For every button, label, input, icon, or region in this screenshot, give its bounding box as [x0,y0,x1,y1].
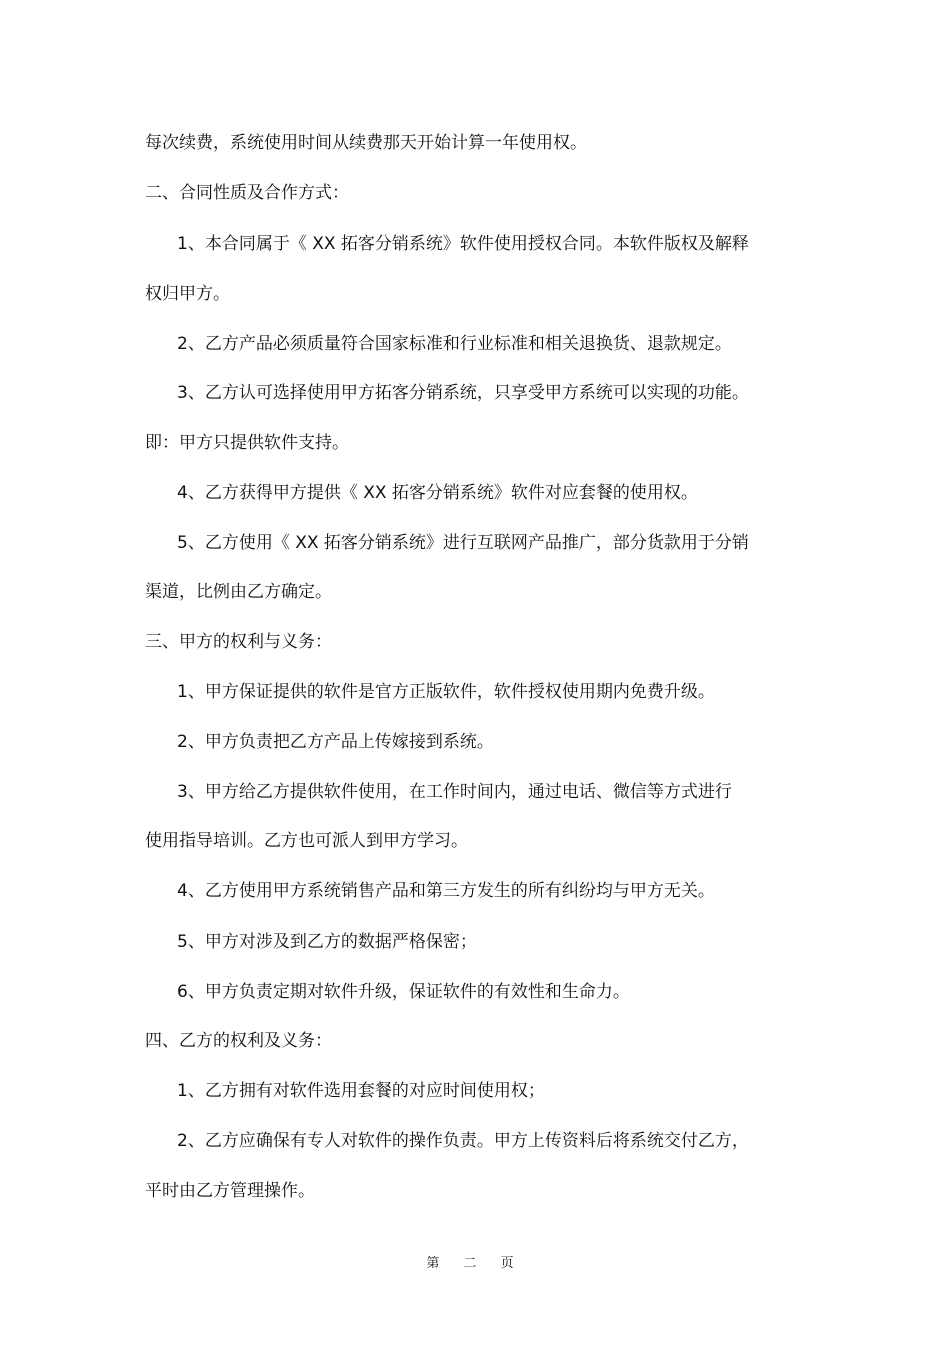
paragraph-line: 使用指导培训。乙方也可派人到甲方学习。 [145,831,468,851]
paragraph-line: 2、乙方应确保有专人对软件的操作负责。甲方上传资料后将系统交付乙方， [177,1131,749,1151]
paragraph-line: 平时由乙方管理操作。 [145,1181,315,1201]
paragraph-line: 5、乙方使用《 XX 拓客分销系统》进行互联网产品推广，部分货款用于分销 [177,533,749,553]
paragraph-line: 3、甲方给乙方提供软件使用，在工作时间内，通过电话、微信等方式进行 [177,782,732,802]
paragraph-line: 1、本合同属于《 XX 拓客分销系统》软件使用授权合同。本软件版权及解释 [177,234,749,254]
paragraph-line: 5、甲方对涉及到乙方的数据严格保密； [177,932,477,952]
paragraph-line: 4、乙方使用甲方系统销售产品和第三方发生的所有纠纷均与甲方无关。 [177,881,715,901]
section-heading: 三、甲方的权利与义务： [145,632,332,652]
page-number: 第 二 页 [426,1256,524,1271]
paragraph-line: 6、甲方负责定期对软件升级，保证软件的有效性和生命力。 [177,982,630,1002]
section-heading: 二、合同性质及合作方式： [145,183,349,203]
section-heading: 四、乙方的权利及义务： [145,1031,332,1051]
paragraph-line: 渠道，比例由乙方确定。 [145,582,332,602]
paragraph-line: 3、乙方认可选择使用甲方拓客分销系统，只享受甲方系统可以实现的功能。 [177,383,749,403]
paragraph-line: 权归甲方。 [145,284,230,304]
paragraph-line: 2、甲方负责把乙方产品上传嫁接到系统。 [177,732,494,752]
paragraph-line: 1、甲方保证提供的软件是官方正版软件，软件授权使用期内免费升级。 [177,682,715,702]
paragraph-line: 即：甲方只提供软件支持。 [145,433,349,453]
paragraph-line: 2、乙方产品必须质量符合国家标准和行业标准和相关退换货、退款规定。 [177,334,732,354]
paragraph-line: 4、乙方获得甲方提供《 XX 拓客分销系统》软件对应套餐的使用权。 [177,483,698,503]
paragraph-line: 每次续费，系统使用时间从续费那天开始计算一年使用权。 [145,133,587,153]
paragraph-line: 1、乙方拥有对软件选用套餐的对应时间使用权； [177,1081,545,1101]
